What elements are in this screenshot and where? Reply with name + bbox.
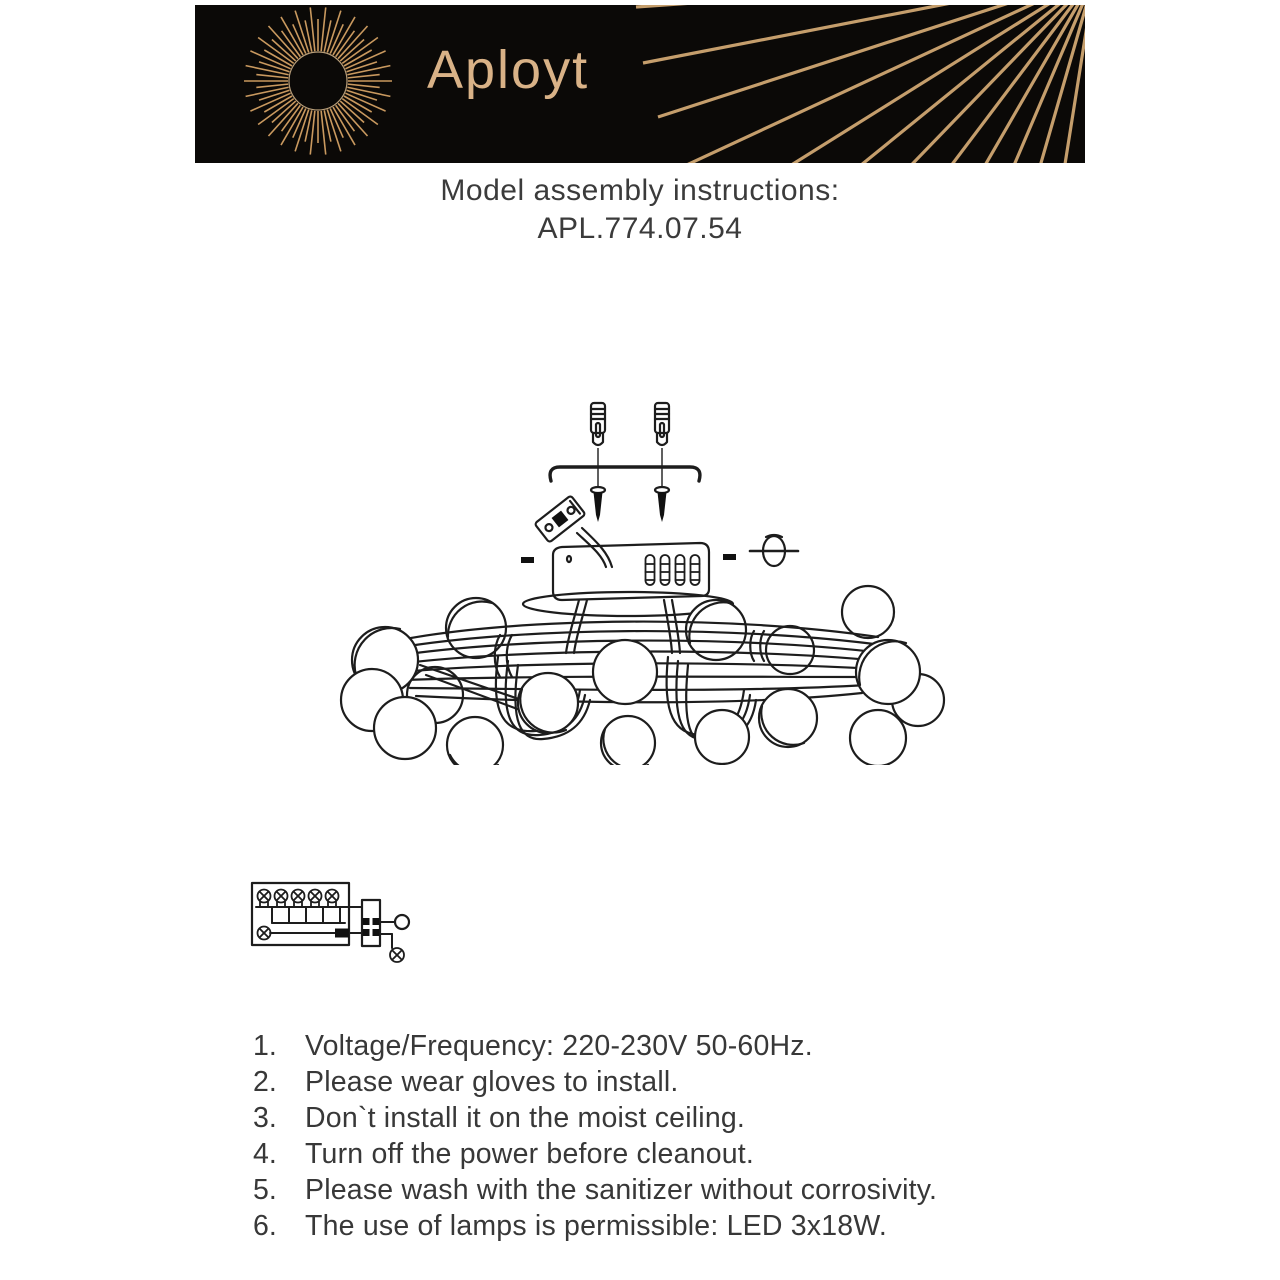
wiring-diagram xyxy=(249,876,429,971)
item-text: Please wear gloves to install. xyxy=(305,1066,679,1098)
lamp-symbol-icon xyxy=(258,890,405,963)
driver-block-icon xyxy=(362,900,380,946)
mains-loop-icon xyxy=(395,915,409,929)
item-text: Turn off the power before cleanout. xyxy=(305,1138,755,1170)
mounting-bracket xyxy=(550,467,700,481)
item-text: Voltage/Frequency: 220-230V 50-60Hz. xyxy=(305,1030,813,1062)
terminal-block-icon xyxy=(646,555,700,585)
item-text: Please wash with the sanitizer without corrosivity. xyxy=(305,1174,938,1206)
brand-banner xyxy=(195,5,1085,163)
wall-plug-icon xyxy=(655,403,669,445)
banner-art xyxy=(195,5,1085,163)
assembly-diagram xyxy=(330,385,950,765)
wall-plug-icon xyxy=(591,403,605,445)
instruction-item xyxy=(253,1064,1083,1100)
starburst-rays xyxy=(244,7,392,154)
dash-mark xyxy=(521,557,534,563)
screw-icon xyxy=(591,487,605,522)
brand-wordmark: Aployt xyxy=(427,40,590,100)
instruction-item xyxy=(253,1136,1083,1172)
screw-icon xyxy=(655,487,669,522)
side-screw-icon xyxy=(750,535,798,566)
page-title: Model assembly instructions: xyxy=(440,174,840,207)
item-number: 1. xyxy=(253,1030,277,1062)
instruction-list xyxy=(253,1028,1083,1244)
dash-mark xyxy=(723,554,736,560)
item-number: 3. xyxy=(253,1102,277,1134)
instruction-item xyxy=(253,1028,1083,1064)
item-text: Don`t install it on the moist ceiling. xyxy=(305,1102,746,1134)
instruction-item xyxy=(253,1172,1083,1208)
starburst-logo-icon xyxy=(244,7,392,154)
instruction-item xyxy=(253,1100,1083,1136)
ray-fan-icon xyxy=(636,5,1085,163)
item-number: 4. xyxy=(253,1138,277,1170)
item-number: 2. xyxy=(253,1066,277,1098)
instruction-item xyxy=(253,1208,1083,1244)
item-number: 6. xyxy=(253,1210,277,1242)
item-number: 5. xyxy=(253,1174,277,1206)
wire-joint xyxy=(335,929,349,938)
item-text: The use of lamps is permissible: LED 3x18W. xyxy=(305,1210,887,1242)
model-code: APL.774.07.54 xyxy=(537,212,743,245)
